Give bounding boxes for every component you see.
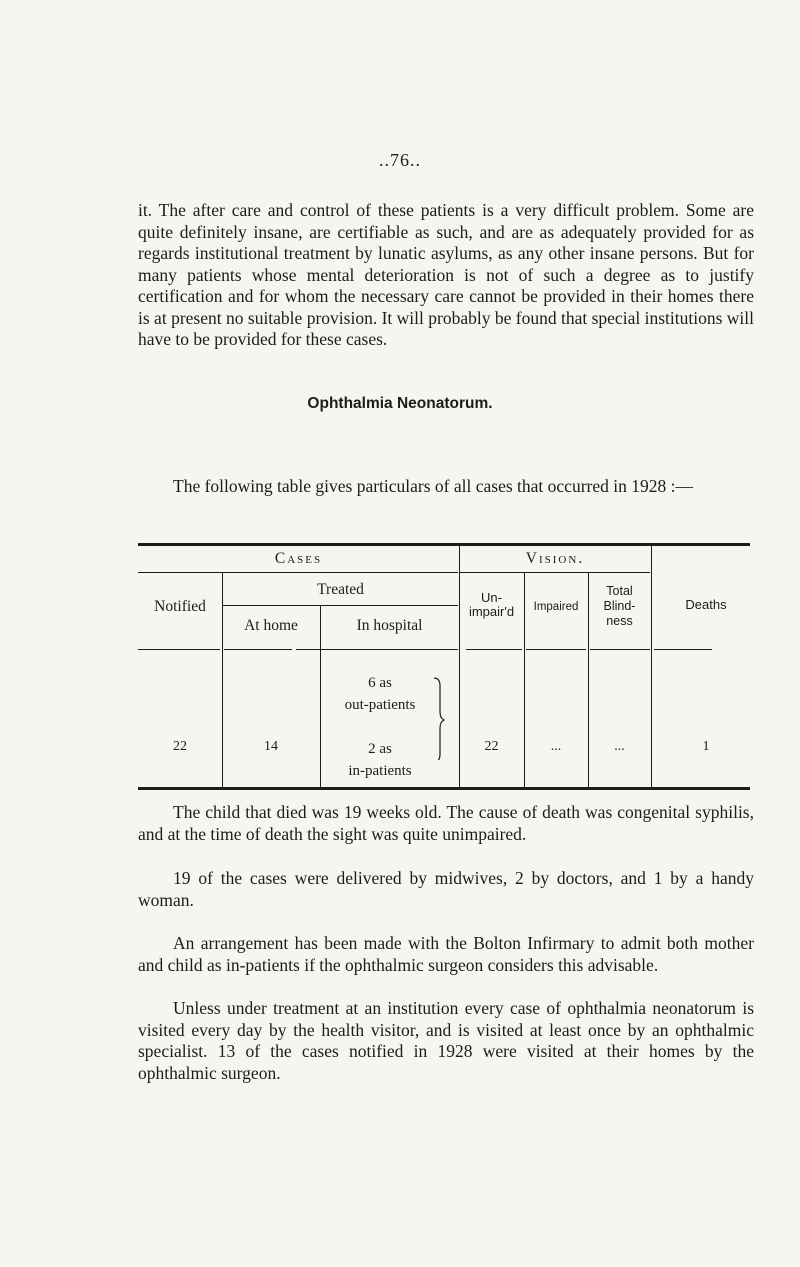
cell-unimpaired: 22: [484, 739, 499, 754]
cell-notified: 22: [173, 739, 187, 754]
section-heading: Ophthalmia Neonatorum.: [307, 395, 493, 412]
header-deaths: Deaths: [685, 597, 727, 612]
cell-total-blindness: ...: [614, 739, 625, 754]
header-in-hospital: In hospital: [356, 617, 423, 634]
page-number: ..76..: [379, 150, 421, 170]
paragraph-after-care: it. The after care and control of these patients is a very difficult problem. Some are quite definitely insane, are certifiable as such, and are as adequately provided for as regards institutional treatment by lunatic asylums, as any other insane persons. But for many patients whose mental deterioration is not of such a degree as to justify certification and for whom the necessary care cannot be provided in their homes there is at present no suitable provision. It will probably be found that special institutions will have to be provided for these cases.: [138, 200, 754, 349]
paragraph-visits: Unless under treatment at an institution every case of ophthalmia neonatorum is visited every day by the health visitor, and is visited at least once by an ophthalmic specialist. 13 of the cases notified in 1928 were visited at their homes by the ophthalmic surgeon.: [138, 998, 754, 1083]
header-notified: Notified: [154, 598, 206, 615]
cell-in-hospital: [330, 672, 430, 782]
cell-at-home: 14: [264, 739, 278, 754]
header-unimpaired-line-2: impair'd: [468, 604, 515, 619]
header-cases: Cases: [274, 550, 323, 567]
hospital-line-4: in-patients: [348, 763, 412, 779]
header-impaired: Impaired: [533, 601, 579, 613]
header-total-blindness: [588, 584, 651, 629]
paragraph-deliveries: 19 of the cases were delivered by midwives, 2 by doctors, and 1 by a handy woman.: [138, 868, 754, 910]
header-total-line-3: ness: [606, 614, 633, 628]
cell-deaths: 1: [702, 739, 710, 754]
hospital-line-3: 2 as: [368, 741, 392, 757]
header-unimpaired: [459, 591, 524, 619]
header-treated: Treated: [317, 581, 364, 598]
paragraph-table-intro: The following table gives particulars of all cases that occurred in 1928 :—: [173, 476, 693, 496]
header-total-line-2: Blind-: [603, 599, 636, 613]
header-unimpaired-line-1: Un-: [481, 590, 502, 605]
hospital-line-1: 6 as: [368, 675, 392, 691]
right-brace-icon: [433, 672, 445, 760]
hospital-line-2: out-patients: [344, 697, 416, 713]
header-at-home: At home: [244, 617, 298, 634]
paragraph-death: The child that died was 19 weeks old. The cause of death was congenital syphilis, and at the time of death the sight was quite unimpaired.: [138, 802, 754, 844]
cell-impaired: ...: [550, 739, 562, 754]
paragraph-arrangement: An arrangement has been made with the Bolton Infirmary to admit both mother and child as in-patients if the ophthalmic surgeon considers this advisable.: [138, 933, 754, 975]
header-vision: Vision.: [525, 550, 585, 567]
header-total-line-1: Total: [606, 584, 633, 598]
